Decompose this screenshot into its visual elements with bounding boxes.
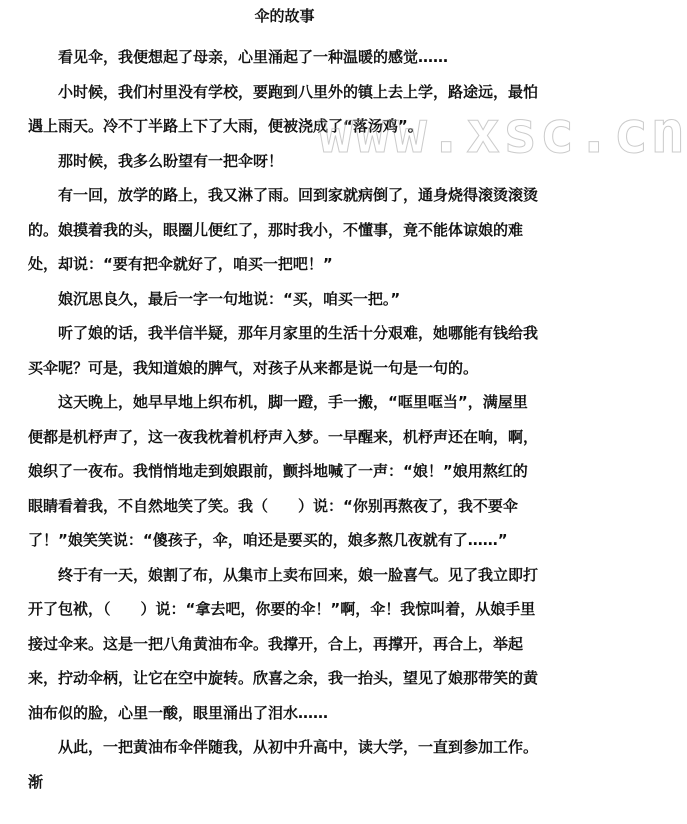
paragraph-5: 娘沉思良久，最后一字一句地说：“买，咱买一把。”	[58, 289, 401, 308]
paragraph-4: 有一回，放学的路上，我又淋了雨。回到家就病倒了，通身烧得滚烫滚烫的。娘摸着我的头，眼圈儿便红了，那时我小，不懂事，竟不能体谅娘的难处，却说：“要有把伞就好了，咱买一把吧！”	[28, 186, 539, 273]
document-title: 伞的故事	[254, 7, 315, 25]
watermark: www.xsc.cn	[318, 98, 687, 166]
paragraph-1: 看见伞，我便想起了母亲，心里涌起了一种温暖的感觉……	[58, 48, 449, 66]
paragraph-8: 终于有一天，娘割了布，从集市上卖布回来，娘一脸喜气。见了我立即打开了包袱，（ ）说：“拿去吧，你要的伞！”啊，伞！我惊叫着，从娘手里接过伞来。这是一把八角黄油布伞。我撑开，合上，再撑开，再合上，举起来，拧动伞柄，让它在空中旋转。欣喜之余，我一抬头，望见了娘那带笑的黄油布似的脸，心里一酸，眼里涌出了泪水……	[28, 565, 539, 722]
paragraph-9: 从此，一把黄油布伞伴随我，从初中升高中，读大学，一直到参加工作。渐	[28, 738, 539, 791]
paragraph-3: 那时候，我多么盼望有一把伞呀！	[58, 151, 284, 170]
paragraph-2: 小时候，我们村里没有学校，要跑到八里外的镇上去上学，路途远，最怕遇上雨天。冷不丁半路上下了大雨，便被浇成了“落汤鸡”。	[28, 82, 539, 135]
paragraph-6: 听了娘的话，我半信半疑，那年月家里的生活十分艰难，她哪能有钱给我买伞呢？可是，我知道娘的脾气，对孩子从来都是说一句是一句的。	[28, 324, 539, 377]
paragraph-7: 这天晚上，她早早地上织布机，脚一蹬，手一搬，“哐里哐当”，满屋里便都是机杼声了，这一夜我枕着机杼声入梦。一早醒来，机杼声还在响，啊，娘织了一夜布。我悄悄地走到娘跟前，颤抖地喊了一声：“娘！”娘用熬红的眼睛看着我，不自然地笑了笑。我（ ）说：“你别再熬夜了，我不要伞了！”娘笑笑说：“傻孩子，伞，咱还是要买的，娘多熬几夜就有了……”	[28, 393, 539, 549]
